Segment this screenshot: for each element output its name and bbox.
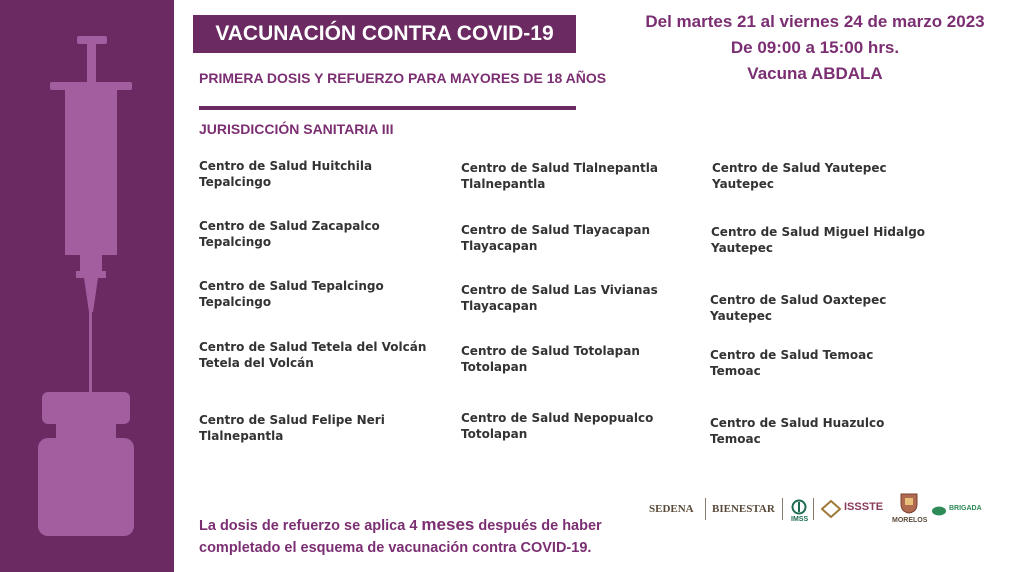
booster-note: [199, 514, 639, 559]
imss-logo: IMSS: [791, 516, 809, 523]
syringe-needle: [89, 312, 92, 392]
center-item: [199, 339, 426, 371]
page-subtitle: PRIMERA DOSIS Y REFUERZO PARA MAYORES DE 18 AÑOS: [199, 70, 607, 86]
center-municipality: Yautepec: [710, 309, 772, 323]
center-item: [710, 347, 873, 379]
decorative-sidebar: [0, 0, 174, 572]
logo-separator: [705, 498, 706, 520]
center-municipality: Tetela del Volcán: [199, 356, 314, 370]
center-municipality: Tepalcingo: [199, 235, 272, 249]
logo-separator: [813, 498, 814, 520]
center-name: Centro de Salud Temoac: [710, 348, 874, 362]
logo-separator: [782, 498, 783, 520]
jurisdiction-heading: JURISDICCIÓN SANITARIA III: [199, 121, 394, 137]
syringe-flange: [50, 82, 132, 90]
note-part1: La dosis de refuerzo se aplica 4: [199, 518, 422, 534]
bienestar-logo: BIENESTAR: [712, 503, 775, 515]
center-item: [199, 278, 384, 310]
center-municipality: Temoac: [710, 364, 761, 378]
brigada-icon: [931, 505, 947, 517]
center-item: [461, 410, 653, 442]
note-emphasis: meses: [421, 515, 475, 534]
center-municipality: Totolapan: [461, 427, 528, 441]
center-municipality: Tlalnepantla: [461, 177, 546, 191]
schedule-dates: Del martes 21 al viernes 24 de marzo 2023: [645, 12, 985, 31]
issste-logo: ISSSTE: [844, 501, 884, 513]
center-item: [710, 415, 884, 447]
schedule-hours: De 09:00 a 15:00 hrs.: [730, 38, 900, 57]
center-municipality: Yautepec: [712, 177, 774, 191]
center-municipality: Tlayacapan: [461, 239, 538, 253]
center-item: [199, 412, 385, 444]
syringe-vial-illustration: [0, 0, 174, 572]
center-name: Centro de Salud Felipe Neri: [199, 413, 385, 427]
center-name: Centro de Salud Tlalnepantla: [461, 161, 659, 175]
sedena-logo: SEDENA: [649, 503, 694, 515]
center-item: [461, 343, 640, 375]
syringe-barrel: [65, 90, 117, 255]
center-municipality: Tlayacapan: [461, 299, 538, 313]
divider: [199, 106, 576, 110]
center-municipality: Tlalnepantla: [199, 429, 284, 443]
center-name: Centro de Salud Oaxtepec: [710, 293, 887, 307]
center-municipality: Totolapan: [461, 360, 528, 374]
center-name: Centro de Salud Las Vivianas: [461, 283, 658, 297]
center-item: [461, 160, 658, 192]
center-item: [199, 158, 372, 190]
imss-icon: [791, 499, 807, 515]
center-name: Centro de Salud Nepopualco: [461, 411, 654, 425]
center-name: Centro de Salud Totolapan: [461, 344, 640, 358]
center-item: [461, 222, 650, 254]
center-name: Centro de Salud Tlayacapan: [461, 223, 651, 237]
center-name: Centro de Salud Tetela del Volcán: [199, 340, 427, 354]
syringe-needle-base: [84, 278, 98, 312]
center-municipality: Temoac: [710, 432, 761, 446]
center-name: Centro de Salud Yautepec: [712, 161, 887, 175]
syringe-plunger-top: [77, 36, 107, 44]
vaccine-name: Vacuna ABDALA: [747, 64, 883, 83]
center-name: Centro de Salud Zacapalco: [199, 219, 380, 233]
center-name: Centro de Salud Miguel Hidalgo: [711, 225, 926, 239]
center-item: [461, 282, 658, 314]
issste-icon: [821, 500, 841, 518]
institution-logos: [645, 490, 990, 530]
center-municipality: Tepalcingo: [199, 295, 272, 309]
syringe-tip: [80, 255, 102, 271]
center-item: [199, 218, 380, 250]
center-item: [712, 160, 887, 192]
schedule-block: [612, 9, 1018, 87]
vial-neck: [56, 424, 116, 438]
note-part2: después de haber completado el esquema de vacunación contra COVID-19.: [199, 518, 602, 556]
center-name: Centro de Salud Huazulco: [710, 416, 885, 430]
center-name: Centro de Salud Huitchila: [199, 159, 373, 173]
vial-body: [38, 438, 134, 536]
center-municipality: Tepalcingo: [199, 175, 272, 189]
center-name: Centro de Salud Tepalcingo: [199, 279, 384, 293]
syringe-plunger-rod: [87, 44, 96, 82]
morelos-logo: MORELOS: [892, 517, 928, 524]
center-item: [711, 224, 925, 256]
page-title: VACUNACIÓN CONTRA COVID-19: [193, 15, 576, 53]
vial-cap: [42, 392, 130, 424]
syringe-hub: [76, 271, 106, 278]
center-item: [710, 292, 886, 324]
morelos-shield-icon: [899, 492, 919, 514]
center-municipality: Yautepec: [711, 241, 773, 255]
brigada-logo: BRIGADA: [949, 505, 982, 512]
